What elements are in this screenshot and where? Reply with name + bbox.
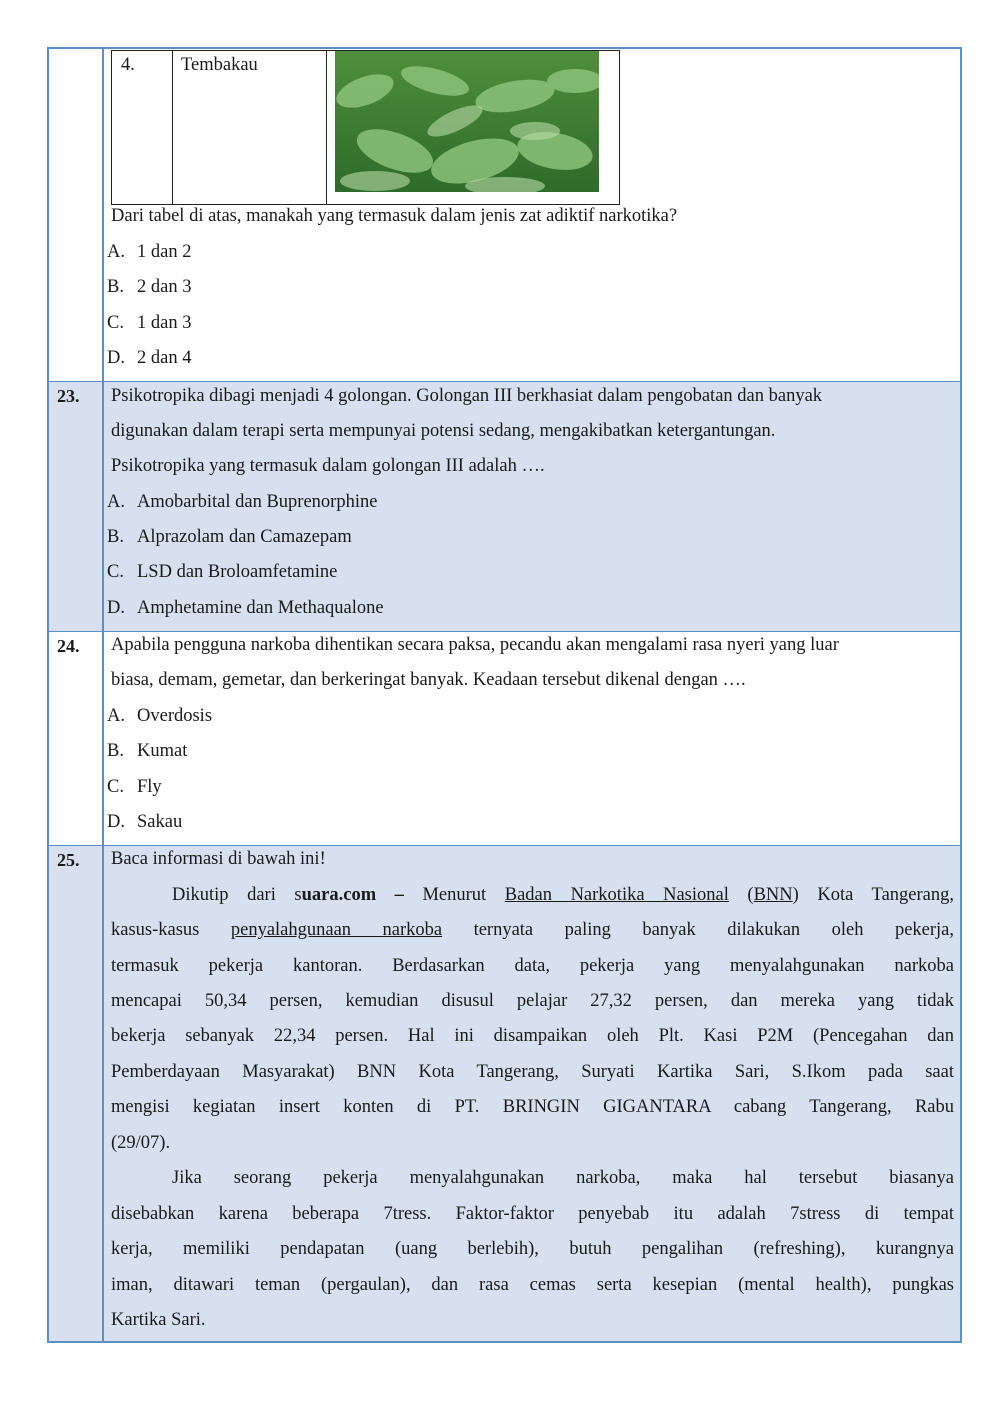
option-text: LSD dan Broloamfetamine [137,562,338,582]
text-segment: Menurut [403,885,505,905]
option-letter: D. [107,598,125,618]
option-c[interactable] [107,311,191,335]
text-segment: kasus-kasus [111,920,231,940]
option-text: Sakau [137,812,183,832]
option-text: 2 dan 4 [137,348,192,368]
option-text: Overdosis [137,706,213,726]
option-d[interactable] [107,596,384,620]
number-column [49,382,104,631]
option-letter: B. [107,527,124,547]
question-24 [47,631,962,846]
option-text: Alprazolam dan Camazepam [137,527,352,547]
option-a[interactable] [107,240,191,264]
row-number: 4. [121,55,135,75]
option-text: 1 dan 3 [137,313,192,333]
option-letter: D. [107,348,125,368]
question-23 [47,381,962,632]
article-line: (29/07). [111,1133,171,1153]
question-text-line: digunakan dalam terapi serta mempunyai potensi sedang, mengakibatkan ketergantungan. [111,421,776,441]
option-text: Kumat [137,741,188,761]
question-text-line: Psikotropika yang termasuk dalam golongan III adalah …. [111,456,545,476]
link-bnn-full[interactable]: Badan Narkotika Nasional [504,885,729,905]
article-line: mencapai 50,34 persen, kemudian disusul pelajar 27,32 persen, dan mereka yang tidak [111,991,954,1011]
article-line [111,883,954,907]
article-line: termasuk pekerja kantoran. Berdasarkan data, pekerja yang menyalahgunakan narkoba [111,956,954,976]
number-column [49,632,104,845]
question-number: 24. [57,636,80,656]
table-cell-number [112,51,173,204]
article-line [111,918,954,942]
question-number: 23. [57,386,80,406]
option-b[interactable] [107,525,352,549]
option-letter: C. [107,313,124,333]
option-d[interactable] [107,810,182,834]
question-text-line: Apabila pengguna narkoba dihentikan secara paksa, pecandu akan mengalami rasa nyeri yang luar [111,635,839,655]
text-segment: ( [728,885,754,905]
option-letter: B. [107,741,124,761]
option-letter: C. [107,777,124,797]
text-segment: ) Kota Tangerang, [792,885,954,905]
option-b[interactable] [107,275,191,299]
question-number: 25. [57,850,80,870]
article-line: mengisi kegiatan insert konten di PT. BRINGIN GIGANTARA cabang Tangerang, Rabu [111,1097,954,1117]
link-penyalahgunaan-narkoba[interactable]: penyalahgunaan narkoba [230,920,443,940]
article-line: disebabkan karena beberapa 7tress. Faktor-faktor penyebab itu adalah 7stress di tempat [111,1204,954,1224]
option-letter: C. [107,562,124,582]
article-line: Kartika Sari. [111,1310,206,1330]
question-text-line: Psikotropika dibagi menjadi 4 golongan. Golongan III berkhasiat dalam pengobatan dan banyak [111,386,823,406]
article-line: iman, ditawari teman (pergaulan), dan rasa cemas serta kesepian (mental health), pungkas [111,1275,954,1295]
reading-intro: Baca informasi di bawah ini! [111,849,326,869]
question-25 [47,845,962,1343]
option-text: Amobarbital dan Buprenorphine [137,492,378,512]
number-column [49,846,104,1341]
option-text: 2 dan 3 [137,277,192,297]
option-b[interactable] [107,739,187,763]
article-line: Pemberdayaan Masyarakat) BNN Kota Tangerang, Suryati Kartika Sari, S.Ikom pada saat [111,1062,954,1082]
option-a[interactable] [107,704,212,728]
source-name: uara.com – [301,885,404,905]
option-text: Amphetamine dan Methaqualone [137,598,384,618]
substance-table [111,50,620,205]
option-letter: B. [107,277,124,297]
option-letter: D. [107,812,125,832]
question-text: Dari tabel di atas, manakah yang termasuk dalam jenis zat adiktif narkotika? [111,206,678,226]
option-text: Fly [137,777,162,797]
option-letter: A. [107,706,125,726]
substance-name: Tembakau [181,55,258,75]
article-line: Jika seorang pekerja menyalahgunakan narkoba, maka hal tersebut biasanya [172,1168,954,1188]
option-letter: A. [107,492,125,512]
text-segment: ternyata paling banyak dilakukan oleh pekerja, [442,920,954,940]
option-c[interactable] [107,775,162,799]
table-cell-name [173,51,327,204]
tobacco-plant-image [335,51,599,192]
question-22-continuation [47,47,962,382]
option-letter: A. [107,242,125,262]
option-a[interactable] [107,490,377,514]
option-d[interactable] [107,346,191,370]
link-bnn[interactable]: BNN [753,885,793,905]
text-segment: Dikutip dari s [172,885,302,905]
number-column [49,49,104,381]
question-text-line: biasa, demam, gemetar, dan berkeringat banyak. Keadaan tersebut dikenal dengan …. [111,670,746,690]
article-line: bekerja sebanyak 22,34 persen. Hal ini disampaikan oleh Plt. Kasi P2M (Pencegahan dan [111,1026,954,1046]
option-text: 1 dan 2 [137,242,192,262]
article-line: kerja, memiliki pendapatan (uang berlebih), butuh pengalihan (refreshing), kurangnya [111,1239,954,1259]
option-c[interactable] [107,560,337,584]
